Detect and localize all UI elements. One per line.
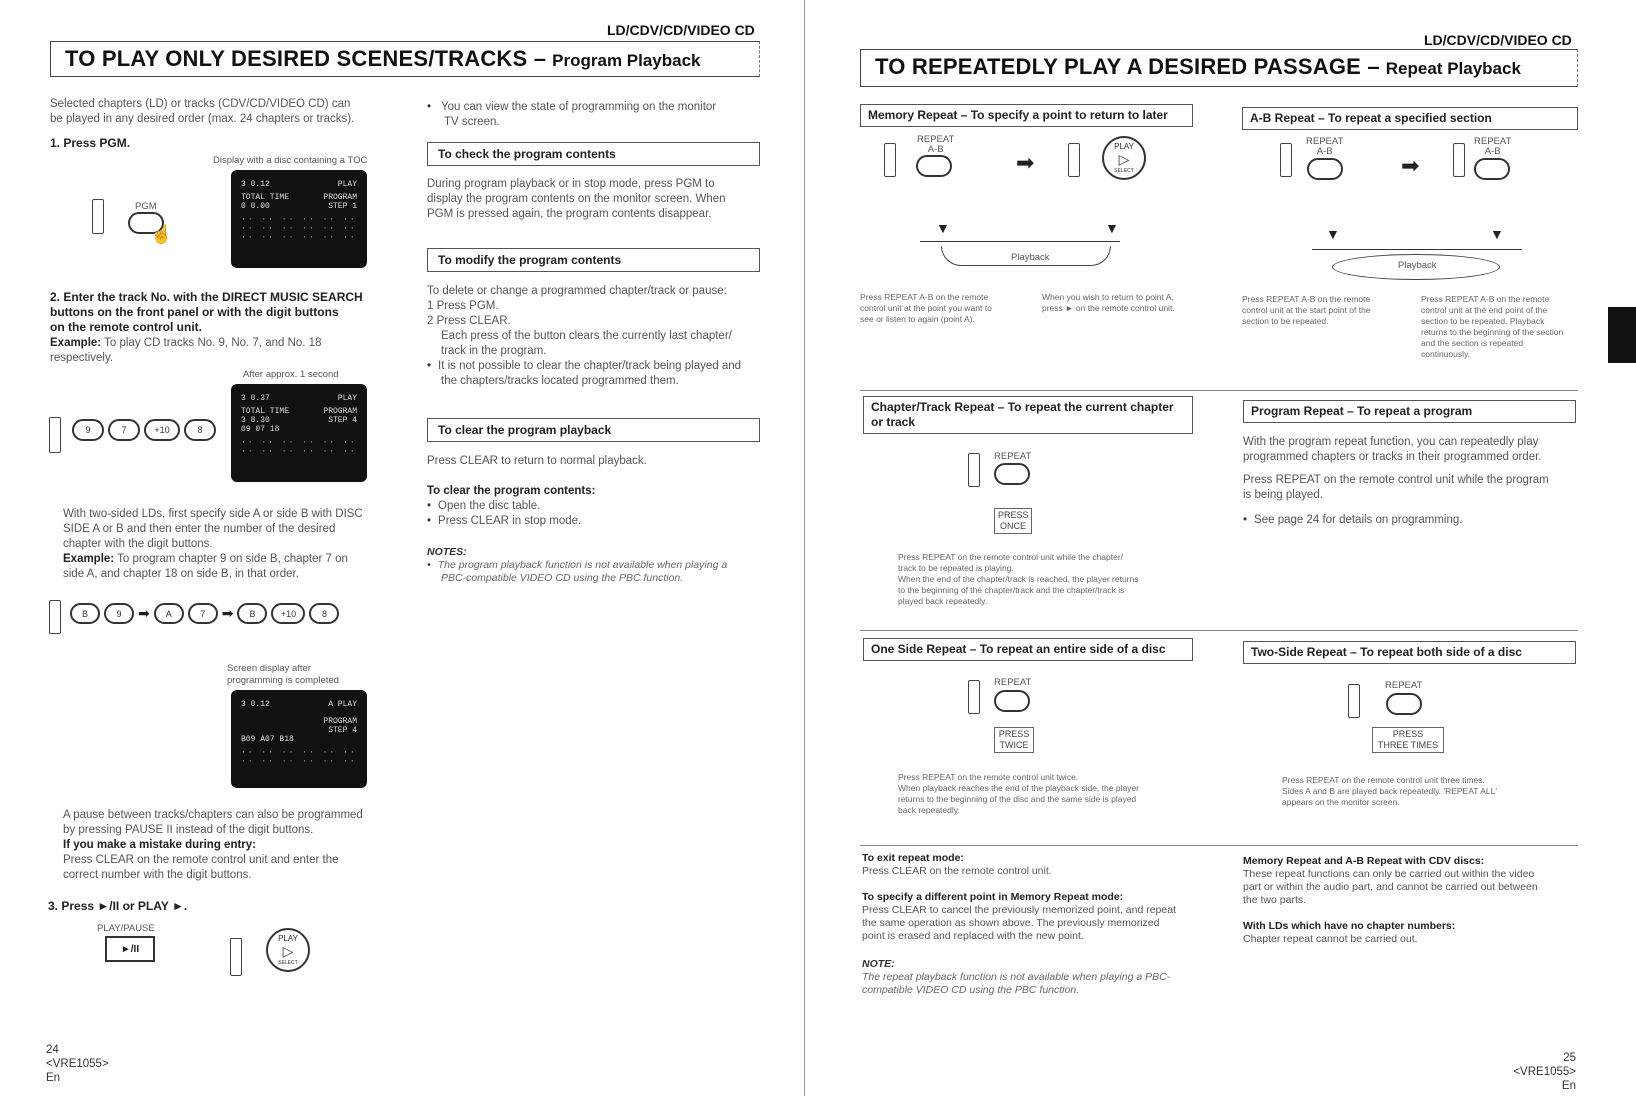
play-pause-label: PLAY/PAUSE (97, 923, 155, 934)
digit-button-7[interactable]: 7 (188, 603, 218, 624)
remote-icon (1348, 684, 1360, 718)
pgm-label: PGM (135, 201, 157, 212)
arrow-right-icon: ➡ (221, 605, 234, 621)
section-tab (1608, 307, 1636, 363)
monitor-screen-2: 3 0.37 PLAY TOTAL TIME PROGRAM 3 8.30 STEP 4 09 07 18 ·· ·· ·· ·· ·· ·· ·· ·· ·· ·· ·· ·· (231, 384, 367, 482)
section-divider (860, 845, 1578, 846)
ab-text-2: Press REPEAT A-B on the remote control unit at the end point of the section to be repeated. Playback returns to the beginning of the section and the section is repeated continuously. (1421, 294, 1564, 359)
timeline (920, 241, 1120, 242)
digit-button-7[interactable]: 7 (108, 419, 140, 441)
program-repeat-heading: Program Repeat – To repeat a program (1243, 400, 1576, 423)
step-2: 2. Enter the track No. with the DIRECT MUSIC SEARCH buttons on the front panel or with the digit buttons on the remote control unit. (50, 290, 363, 334)
side-a-button[interactable]: A (154, 603, 184, 624)
screen-caption: Screen display after programming is completed (227, 663, 339, 686)
memory-repeat-heading: Memory Repeat – To specify a point to return to later (860, 104, 1193, 127)
check-heading: To check the program contents (427, 142, 760, 166)
remote-icon (884, 143, 896, 177)
repeat-label: REPEAT (994, 677, 1032, 688)
marker-icon: ▼ (1105, 220, 1119, 236)
digit-button-plus10[interactable]: +10 (144, 419, 180, 441)
arrow-right-icon: ➡ (138, 605, 150, 621)
arrow-right-icon: ➡ (1401, 153, 1420, 178)
digit-button-9[interactable]: 9 (72, 419, 104, 441)
page-number: 24 (46, 1044, 59, 1056)
two-sided-text: With two-sided LDs, first specify side A or side B with DISC SIDE A or B and then enter the number of the desired chapter with the digit buttons. Example: To program chapter 9 on side B, chapter 7 on side A, and chapter 18 on side B, in that order. (63, 508, 363, 580)
repeat-ab-button[interactable] (916, 155, 952, 177)
side-sequence (70, 603, 339, 624)
press-once-label: PRESS ONCE (994, 508, 1032, 534)
repeat-ab-label: REPEAT A-B (1306, 136, 1344, 157)
clear-heading: To clear the program playback (427, 418, 760, 442)
repeat-label: REPEAT (994, 451, 1032, 462)
category-label: LD/CDV/CD/VIDEO CD (1424, 32, 1572, 48)
playback-label: Playback (1011, 252, 1050, 263)
remote-icon (968, 453, 980, 487)
remote-icon (1453, 143, 1465, 177)
digit-button-9[interactable]: 9 (104, 603, 134, 624)
title-sub: Repeat Playback (1385, 59, 1521, 78)
repeat-label: REPEAT (1385, 680, 1423, 691)
remote-icon (49, 417, 61, 453)
title-sub: Program Playback (552, 51, 701, 70)
section-divider (860, 390, 1578, 391)
memory-text-1: Press REPEAT A-B on the remote control unit at the point you want to see or listen to again (point A). (860, 292, 992, 324)
digit-button-8[interactable]: 8 (184, 419, 216, 441)
play-icon: ▷ (282, 943, 294, 959)
arrow-right-icon: ➡ (1016, 150, 1035, 175)
memory-text-2: When you wish to return to point A, press ► on the remote control unit. (1042, 292, 1175, 313)
digit-button-8[interactable]: 8 (309, 603, 339, 624)
remote-icon (230, 938, 242, 976)
view-state-text: • You can view the state of programming on the monitor TV screen. (427, 100, 763, 130)
play-pause-button[interactable]: ►/II (105, 936, 155, 962)
chapter-repeat-heading: Chapter/Track Repeat – To repeat the current chapter or track (863, 396, 1193, 434)
intro-text: Selected chapters (LD) or tracks (CDV/CD/VIDEO CD) can be played in any desired order (max. 24 chapters or tracks). (50, 98, 355, 125)
title-main: TO PLAY ONLY DESIRED SCENES/TRACKS – (65, 46, 547, 71)
check-text: During program playback or in stop mode, press PGM to display the program contents on the monitor screen. When PGM is pressed again, the program contents disappear. (427, 178, 726, 220)
page-divider (804, 0, 805, 1096)
page-title (50, 41, 760, 77)
two-side-repeat-heading: Two-Side Repeat – To repeat both side of a disc (1243, 641, 1576, 664)
left-page (0, 0, 800, 1096)
marker-icon: ▼ (1326, 226, 1340, 242)
right-page (806, 0, 1636, 1096)
playback-label: Playback (1398, 260, 1437, 271)
example-1: Example: To play CD tracks No. 9, No. 7, and No. 18 respectively. (50, 337, 322, 364)
hand-icon: ☝ (150, 224, 173, 244)
repeat-button[interactable] (994, 690, 1030, 712)
repeat-button[interactable] (994, 463, 1030, 485)
one-side-text: Press REPEAT on the remote control unit twice. When playback reaches the end of the playback side, the player returns to the beginning of the disc and the same side is played back repeatedly. (898, 772, 1139, 815)
side-b-button[interactable]: B (70, 603, 100, 624)
page-number: 25 (1563, 1052, 1576, 1064)
remote-icon (1068, 143, 1080, 177)
remote-icon (1280, 143, 1292, 177)
section-divider (860, 630, 1578, 631)
note: NOTE: The repeat playback function is not available when playing a PBC- compatible VIDEO CD using the PBC function. (862, 958, 1171, 996)
remote-icon (49, 600, 61, 634)
title-main: TO REPEATEDLY PLAY A DESIRED PASSAGE – (875, 54, 1380, 79)
two-side-text: Press REPEAT on the remote control unit three times. Sides A and B are played back repeatedly. 'REPEAT ALL' appears on the monitor screen. (1282, 775, 1497, 807)
modify-text: To delete or change a programmed chapter/track or pause: 1 Press PGM. 2 Press CLEAR. Each press of the button clears the currently last chapter/ track in the program. • It is not possible to clear the chapter/track being played and the chapters/tracks located programmed them. (427, 284, 763, 389)
page-footer: 25 <VRE1055> En (1506, 1051, 1576, 1093)
step-1: 1. Press PGM. (50, 136, 131, 150)
press-three-times-label: PRESS THREE TIMES (1372, 727, 1444, 753)
repeat-ab-button[interactable] (1474, 158, 1510, 180)
timeline (1312, 249, 1522, 250)
one-side-repeat-heading: One Side Repeat – To repeat an entire side of a disc (863, 638, 1193, 661)
page-title (860, 49, 1578, 87)
monitor-screen-1: 3 0.12 PLAY TOTAL TIME PROGRAM 0 0.00 STEP 1 ·· ·· ·· ·· ·· ·· ·· ·· ·· ·· ·· ·· ·· ·· ·· ·· ·· ·· (231, 170, 367, 268)
repeat-ab-label: REPEAT A-B (917, 134, 955, 155)
remote-icon (968, 680, 980, 714)
ab-text-1: Press REPEAT A-B on the remote control unit at the start point of the section to be repeated. (1242, 294, 1371, 326)
ab-repeat-heading: A-B Repeat – To repeat a specified section (1242, 107, 1578, 130)
cdv-note: Memory Repeat and A-B Repeat with CDV discs: These repeat functions can only be carried out within the video part or within the audio part, and cannot be carried out between the two parts. With LDs which have no chapter numbers: Chapter repeat cannot be carried out. (1243, 855, 1538, 945)
program-text: With the program repeat function, you can repeatedly play programmed chapters or tracks in their programmed order. Press REPEAT on the remote control unit while the program is being played. • See page 24 for details on programming. (1243, 435, 1583, 528)
notes: NOTES: • The program playback function is not available when playing a PBC-compatible VIDEO CD using the PBC function. (427, 546, 763, 585)
repeat-ab-button[interactable] (1307, 158, 1343, 180)
clear-contents: To clear the program contents: • Open the disc table. • Press CLEAR in stop mode. (427, 484, 763, 529)
category-label: LD/CDV/CD/VIDEO CD (607, 22, 755, 38)
marker-icon: ▼ (1490, 226, 1504, 242)
side-b-button[interactable]: B (237, 603, 267, 624)
play-button[interactable]: PLAY ▷ SELECT (266, 928, 310, 972)
after-caption: After approx. 1 second (243, 369, 339, 380)
play-button[interactable]: PLAY ▷ SELECT (1102, 136, 1146, 180)
modify-heading: To modify the program contents (427, 248, 760, 272)
play-icon: ▷ (1118, 151, 1130, 167)
repeat-button[interactable] (1386, 693, 1422, 715)
chapter-text: Press REPEAT on the remote control unit while the chapter/ track to be repeated is playing. When the end of the chapter/track is reached, the player returns to the beginning of the chapter/track and the chapter/track is played back repeatedly. (898, 552, 1139, 606)
repeat-ab-label: REPEAT A-B (1474, 136, 1512, 157)
monitor-screen-3: 3 0.12 A PLAY PROGRAM STEP 4 B09 A07 B18 ·· ·· ·· ·· ·· ·· ·· ·· ·· ·· ·· ·· (231, 690, 367, 788)
press-twice-label: PRESS TWICE (994, 727, 1034, 753)
remote-icon (92, 199, 104, 234)
step-3: 3. Press ►/II or PLAY ►. (48, 899, 188, 913)
exit-repeat-note: To exit repeat mode: Press CLEAR on the remote control unit. To specify a different point in Memory Repeat mode: Press CLEAR to cancel the previously memorized point, and repeat the same operation as shown above. The previously memorized point is erased and replaced with the new point. (862, 852, 1176, 942)
page-footer: 24 <VRE1055> En (46, 1044, 109, 1084)
digit-button-plus10[interactable]: +10 (271, 603, 305, 624)
display-caption: Display with a disc containing a TOC (213, 155, 368, 166)
clear-text: Press CLEAR to return to normal playback. (427, 455, 647, 467)
marker-icon: ▼ (936, 220, 950, 236)
pause-text: A pause between tracks/chapters can also be programmed by pressing PAUSE II instead of the digit buttons. If you make a mistake during entry: Press CLEAR on the remote control unit and enter the correct number with the digit buttons. (63, 809, 363, 881)
